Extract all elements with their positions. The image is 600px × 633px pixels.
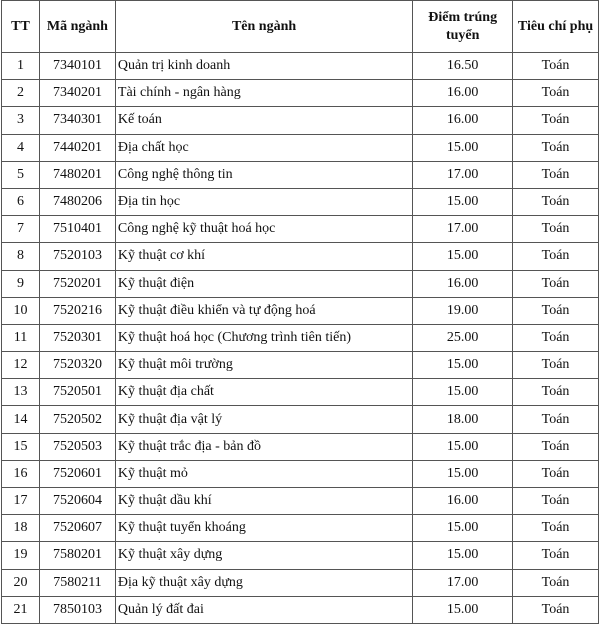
- admission-scores-table: [1, 0, 599, 624]
- cell-tieu-chi: Toán: [513, 53, 599, 80]
- cell-ten-nganh: Kỹ thuật điều khiển và tự động hoá: [115, 297, 412, 324]
- cell-tieu-chi: Toán: [513, 324, 599, 351]
- cell-tt: 2: [2, 80, 40, 107]
- cell-tieu-chi: Toán: [513, 107, 599, 134]
- cell-ten-nganh: Kỹ thuật môi trường: [115, 352, 412, 379]
- cell-ma-nganh: 7440201: [39, 134, 115, 161]
- cell-tieu-chi: Toán: [513, 379, 599, 406]
- table-row: [2, 297, 599, 324]
- cell-ten-nganh: Kỹ thuật hoá học (Chương trình tiên tiến): [115, 324, 412, 351]
- cell-ten-nganh: Quản trị kinh doanh: [115, 53, 412, 80]
- cell-tt: 16: [2, 460, 40, 487]
- table-row: [2, 569, 599, 596]
- cell-tieu-chi: Toán: [513, 134, 599, 161]
- cell-tt: 7: [2, 216, 40, 243]
- cell-tt: 15: [2, 433, 40, 460]
- table-row: [2, 80, 599, 107]
- cell-ma-nganh: 7480201: [39, 161, 115, 188]
- cell-diem: 17.00: [413, 569, 513, 596]
- cell-ma-nganh: 7520607: [39, 515, 115, 542]
- cell-ten-nganh: Công nghệ kỹ thuật hoá học: [115, 216, 412, 243]
- cell-ma-nganh: 7850103: [39, 596, 115, 623]
- cell-diem: 18.00: [413, 406, 513, 433]
- header-diem-trung-tuyen: Điểm trúng tuyển: [413, 1, 513, 53]
- table-row: [2, 188, 599, 215]
- cell-tieu-chi: Toán: [513, 488, 599, 515]
- cell-tieu-chi: Toán: [513, 188, 599, 215]
- cell-tt: 14: [2, 406, 40, 433]
- cell-ma-nganh: 7520502: [39, 406, 115, 433]
- cell-diem: 17.00: [413, 161, 513, 188]
- cell-tieu-chi: Toán: [513, 596, 599, 623]
- cell-ten-nganh: Địa tin học: [115, 188, 412, 215]
- cell-diem: 15.00: [413, 515, 513, 542]
- cell-diem: 15.00: [413, 243, 513, 270]
- cell-tieu-chi: Toán: [513, 460, 599, 487]
- table-row: [2, 379, 599, 406]
- header-ma-nganh: Mã ngành: [39, 1, 115, 53]
- cell-ten-nganh: Kế toán: [115, 107, 412, 134]
- header-tieu-chi-phu: Tiêu chí phụ: [513, 1, 599, 53]
- cell-tieu-chi: Toán: [513, 270, 599, 297]
- cell-tt: 8: [2, 243, 40, 270]
- cell-ma-nganh: 7580201: [39, 542, 115, 569]
- cell-tieu-chi: Toán: [513, 243, 599, 270]
- cell-ma-nganh: 7340301: [39, 107, 115, 134]
- cell-diem: 25.00: [413, 324, 513, 351]
- table-header-row: [2, 1, 599, 53]
- cell-ma-nganh: 7520301: [39, 324, 115, 351]
- cell-tt: 13: [2, 379, 40, 406]
- cell-diem: 15.00: [413, 460, 513, 487]
- cell-ma-nganh: 7580211: [39, 569, 115, 596]
- table-row: [2, 216, 599, 243]
- table-body: [2, 53, 599, 624]
- table-row: [2, 270, 599, 297]
- cell-diem: 19.00: [413, 297, 513, 324]
- cell-tt: 6: [2, 188, 40, 215]
- cell-tt: 10: [2, 297, 40, 324]
- cell-tieu-chi: Toán: [513, 161, 599, 188]
- cell-ten-nganh: Địa kỹ thuật xây dựng: [115, 569, 412, 596]
- cell-diem: 16.50: [413, 53, 513, 80]
- table-row: [2, 134, 599, 161]
- cell-tt: 5: [2, 161, 40, 188]
- cell-ten-nganh: Kỹ thuật địa chất: [115, 379, 412, 406]
- cell-diem: 17.00: [413, 216, 513, 243]
- cell-tieu-chi: Toán: [513, 515, 599, 542]
- cell-ten-nganh: Kỹ thuật trắc địa - bản đồ: [115, 433, 412, 460]
- table-row: [2, 542, 599, 569]
- cell-tieu-chi: Toán: [513, 406, 599, 433]
- cell-ma-nganh: 7520601: [39, 460, 115, 487]
- cell-ten-nganh: Kỹ thuật tuyển khoáng: [115, 515, 412, 542]
- cell-tt: 9: [2, 270, 40, 297]
- cell-ten-nganh: Công nghệ thông tin: [115, 161, 412, 188]
- cell-tt: 11: [2, 324, 40, 351]
- cell-ma-nganh: 7340201: [39, 80, 115, 107]
- cell-tt: 1: [2, 53, 40, 80]
- table-row: [2, 406, 599, 433]
- cell-ten-nganh: Kỹ thuật điện: [115, 270, 412, 297]
- cell-tieu-chi: Toán: [513, 569, 599, 596]
- cell-tt: 19: [2, 542, 40, 569]
- cell-ma-nganh: 7520604: [39, 488, 115, 515]
- cell-tt: 21: [2, 596, 40, 623]
- table-row: [2, 460, 599, 487]
- cell-tieu-chi: Toán: [513, 216, 599, 243]
- cell-diem: 15.00: [413, 134, 513, 161]
- cell-tt: 20: [2, 569, 40, 596]
- cell-ma-nganh: 7520216: [39, 297, 115, 324]
- table-row: [2, 596, 599, 623]
- cell-tieu-chi: Toán: [513, 80, 599, 107]
- cell-ma-nganh: 7520501: [39, 379, 115, 406]
- cell-diem: 15.00: [413, 188, 513, 215]
- cell-ma-nganh: 7520320: [39, 352, 115, 379]
- cell-ten-nganh: Kỹ thuật cơ khí: [115, 243, 412, 270]
- cell-ma-nganh: 7480206: [39, 188, 115, 215]
- table-row: [2, 243, 599, 270]
- cell-ma-nganh: 7520201: [39, 270, 115, 297]
- cell-diem: 15.00: [413, 379, 513, 406]
- cell-tieu-chi: Toán: [513, 297, 599, 324]
- cell-ten-nganh: Kỹ thuật dầu khí: [115, 488, 412, 515]
- cell-tt: 4: [2, 134, 40, 161]
- cell-tt: 17: [2, 488, 40, 515]
- cell-ten-nganh: Địa chất học: [115, 134, 412, 161]
- cell-diem: 15.00: [413, 433, 513, 460]
- cell-tieu-chi: Toán: [513, 542, 599, 569]
- cell-ten-nganh: Tài chính - ngân hàng: [115, 80, 412, 107]
- cell-ma-nganh: 7340101: [39, 53, 115, 80]
- cell-ten-nganh: Kỹ thuật xây dựng: [115, 542, 412, 569]
- cell-diem: 15.00: [413, 596, 513, 623]
- cell-tt: 12: [2, 352, 40, 379]
- table-row: [2, 107, 599, 134]
- cell-ten-nganh: Kỹ thuật mỏ: [115, 460, 412, 487]
- table-row: [2, 53, 599, 80]
- cell-diem: 15.00: [413, 352, 513, 379]
- cell-ma-nganh: 7510401: [39, 216, 115, 243]
- cell-tieu-chi: Toán: [513, 352, 599, 379]
- cell-ma-nganh: 7520503: [39, 433, 115, 460]
- cell-diem: 16.00: [413, 80, 513, 107]
- table-row: [2, 433, 599, 460]
- header-tt: TT: [2, 1, 40, 53]
- table-row: [2, 488, 599, 515]
- cell-ma-nganh: 7520103: [39, 243, 115, 270]
- cell-diem: 16.00: [413, 270, 513, 297]
- cell-tt: 18: [2, 515, 40, 542]
- cell-tt: 3: [2, 107, 40, 134]
- table-row: [2, 515, 599, 542]
- table-row: [2, 324, 599, 351]
- table-row: [2, 161, 599, 188]
- table-row: [2, 352, 599, 379]
- cell-diem: 16.00: [413, 488, 513, 515]
- cell-ten-nganh: Quản lý đất đai: [115, 596, 412, 623]
- header-ten-nganh: Tên ngành: [115, 1, 412, 53]
- cell-diem: 16.00: [413, 107, 513, 134]
- cell-diem: 15.00: [413, 542, 513, 569]
- cell-ten-nganh: Kỹ thuật địa vật lý: [115, 406, 412, 433]
- cell-tieu-chi: Toán: [513, 433, 599, 460]
